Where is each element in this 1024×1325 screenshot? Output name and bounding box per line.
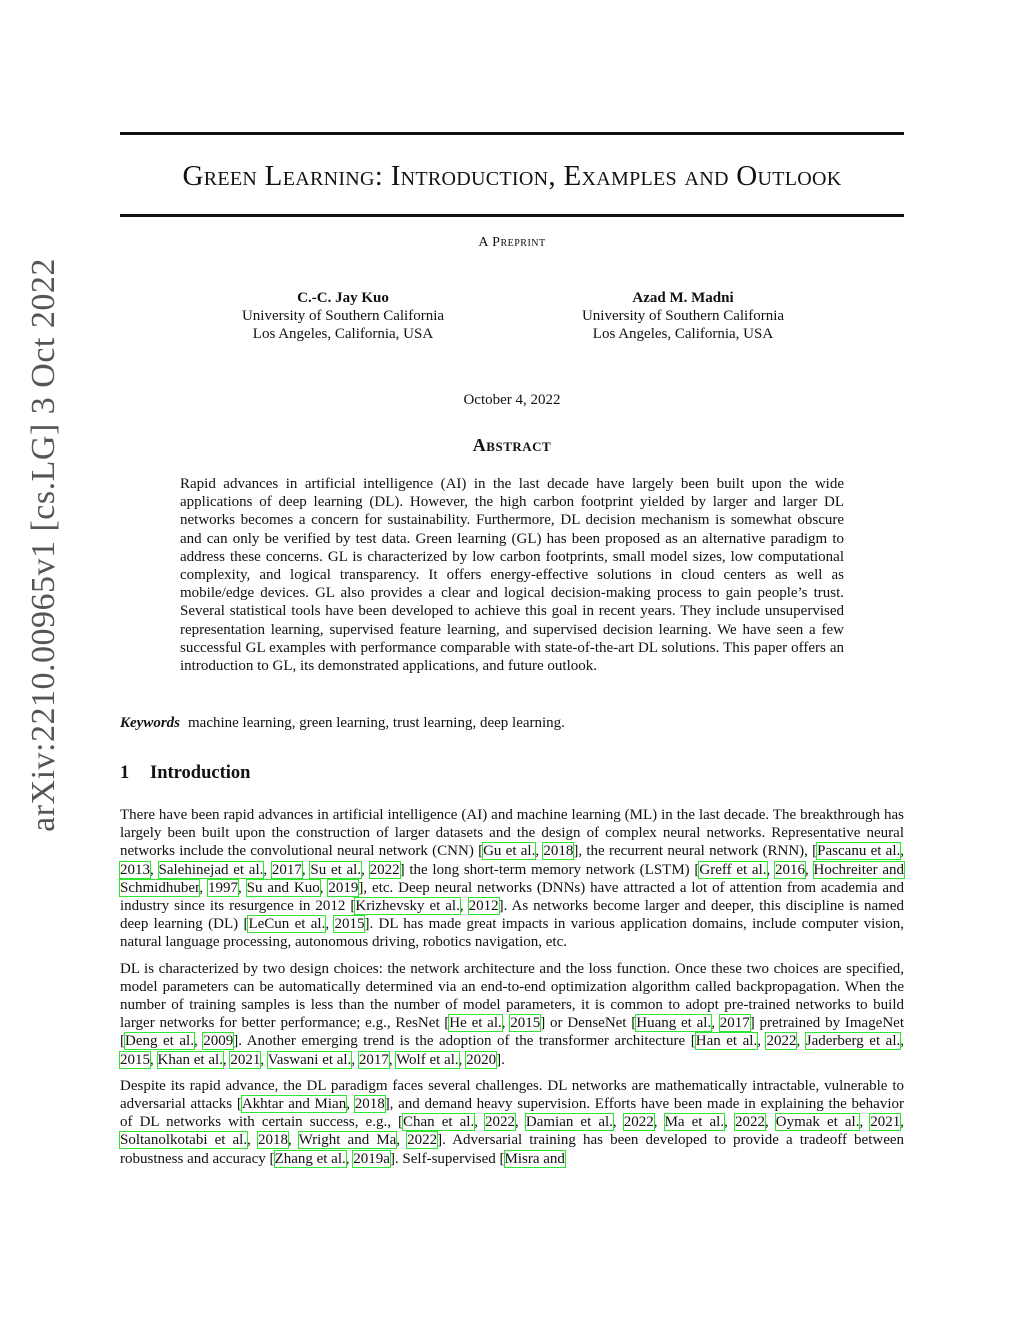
paragraph-text: ], the recurrent neural network (RNN), [ bbox=[573, 843, 818, 860]
citation-link[interactable]: Akhtar and Mian bbox=[241, 1096, 347, 1113]
paragraph-text: , bbox=[301, 861, 311, 878]
paragraph-text: , bbox=[501, 1015, 511, 1032]
paragraph-text: , bbox=[319, 879, 329, 896]
paragraph-text: , bbox=[396, 1132, 408, 1149]
citation-link[interactable]: 2018 bbox=[354, 1096, 385, 1113]
paragraph-text: , bbox=[346, 1096, 355, 1113]
citation-link[interactable]: Salehinejad et al. bbox=[158, 861, 264, 878]
citation-link[interactable]: LeCun et al. bbox=[248, 916, 326, 933]
paragraph-text: , bbox=[361, 861, 370, 878]
paragraph-text: ]. Self-supervised [ bbox=[389, 1150, 505, 1167]
paragraph-text: , bbox=[193, 1033, 204, 1050]
keywords bbox=[120, 715, 904, 732]
paragraph-text: , bbox=[351, 1051, 359, 1068]
section-heading bbox=[120, 763, 250, 784]
arxiv-stamp-text: arXiv:2210.00965v1 [cs.LG] 3 Oct 2022 bbox=[25, 258, 62, 832]
citation-link[interactable]: 2015 bbox=[334, 916, 365, 933]
author-2-name: Azad M. Madni bbox=[632, 290, 734, 306]
paragraph-text: , bbox=[757, 1033, 767, 1050]
citation-link[interactable]: Pascanu et al. bbox=[817, 843, 901, 860]
citation-link[interactable]: Huang et al. bbox=[636, 1015, 712, 1032]
paragraph-text: ], etc. Deep neural networks (DNNs) have attracted a lot of attention from academia and industry since its resurgence in 2012 [ bbox=[120, 879, 905, 915]
citation-link[interactable]: Su and Kuo bbox=[246, 879, 320, 896]
paragraph-text: ]. As networks become larger and deeper, this discipline is named deep learning (DL) [ bbox=[120, 898, 905, 933]
paragraph-text: ], and demand heavy supervision. Efforts have been made in explaining the behavior of DL networks with certain success, e.g., [ bbox=[120, 1096, 905, 1131]
citation-link[interactable]: 2022 bbox=[407, 1132, 438, 1149]
paragraph-text: Despite its rapid advance, the DL paradigm faces several challenges. DL networks are mathematically intractable, vulnerable to adversarial attacks [ bbox=[120, 1077, 904, 1113]
paragraph-text: , bbox=[459, 898, 469, 915]
citation-link[interactable]: 2018 bbox=[257, 1132, 288, 1149]
paragraph-text: , bbox=[766, 861, 775, 878]
paragraph-text: , bbox=[859, 1114, 871, 1131]
paragraph-text: , bbox=[150, 1051, 158, 1068]
citation-link[interactable]: Gu et al. bbox=[483, 843, 536, 860]
paragraph-text: , bbox=[150, 861, 159, 878]
citation-link[interactable]: 2009 bbox=[203, 1033, 234, 1050]
citation-link[interactable]: 2022 bbox=[485, 1114, 516, 1131]
citation-link[interactable]: Hochreiter and Schmidhuber bbox=[120, 861, 905, 896]
citation-link[interactable]: Greff et al. bbox=[699, 861, 767, 878]
citation-link[interactable]: 2019a bbox=[353, 1150, 390, 1167]
paragraph-text: , bbox=[764, 1114, 776, 1131]
citation-link[interactable]: 2017 bbox=[358, 1051, 389, 1068]
citation-link[interactable]: Vaswani et al. bbox=[267, 1051, 352, 1068]
citation-link[interactable]: Misra and bbox=[504, 1150, 565, 1167]
paragraph-text: , bbox=[263, 861, 272, 878]
paragraph-text: , bbox=[388, 1051, 397, 1068]
paragraph-text: , bbox=[612, 1114, 624, 1131]
citation-link[interactable]: Wolf et al. bbox=[396, 1051, 459, 1068]
citation-link[interactable]: 2020 bbox=[466, 1051, 497, 1068]
author-1-affiliation: University of Southern California bbox=[241, 308, 445, 324]
citation-link[interactable]: 2015 bbox=[510, 1015, 541, 1032]
paragraph-text: There have been rapid advances in artificial intelligence (AI) and machine learning (ML) in the last decade. The breakthrough has largely been built upon the construction of larger datasets and the design of complex neural networks. Representative neural networks include the convolutional neural network (CNN) [ bbox=[120, 807, 904, 860]
citation-link[interactable]: 2012 bbox=[468, 898, 499, 915]
paragraph-text: ] or DenseNet [ bbox=[540, 1015, 637, 1032]
paper-title: Green Learning: Introduction, Examples and Outlook bbox=[182, 160, 842, 192]
abstract-text: Rapid advances in artificial intelligence (AI) in the last decade have largely been built upon the wide applications of deep learning (DL). However, the high carbon footprint yielded by larger and larger DL networks becomes a concern for sustainability. Furthermore, DL decision mechanism is somewhat obscure and can only be verified by test data. Green learning (GL) has been proposed as an alternative paradigm to address these concerns. GL is characterized by low carbon footprints, small model sizes, low computational complexity, and logical transparency. It offers energy-effective solutions in cloud centers as well as mobile/edge devices. GL also provides a clear and logical decision-making process to gain people’s trust. Several statistical tools have been developed to achieve this goal in recent years. They include unsupervised representation learning, supervised feature learning, and supervised decision learning. We have seen a few successful GL examples with performance comparable with state-of-the-art DL solutions. This paper offers an introduction to GL, its demonstrated applications, and future outlook. bbox=[180, 476, 844, 675]
paper-date: October 4, 2022 bbox=[463, 392, 561, 408]
citation-link[interactable]: He et al. bbox=[449, 1015, 502, 1032]
paragraph-text: , bbox=[515, 1114, 526, 1131]
paragraph bbox=[120, 806, 904, 952]
citation-link[interactable]: 2013 bbox=[120, 861, 150, 878]
citation-link[interactable]: Khan et al. bbox=[157, 1051, 223, 1068]
paragraph-text: , bbox=[474, 1114, 486, 1131]
paragraph bbox=[120, 960, 904, 1069]
citation-link[interactable]: Krizhevsky et al. bbox=[355, 898, 460, 915]
paragraph-text: , bbox=[900, 1114, 905, 1131]
citation-link[interactable]: 2018 bbox=[543, 843, 574, 860]
citation-link[interactable]: Wright and Ma bbox=[298, 1132, 397, 1149]
paragraph-text: ]. Adversarial training has been developed to provide a tradeoff between robustness and accuracy [ bbox=[120, 1132, 905, 1167]
keywords-label: Keywords bbox=[120, 715, 180, 731]
citation-link[interactable]: 2022 bbox=[734, 1114, 765, 1131]
citation-link[interactable]: Zhang et al. bbox=[274, 1150, 346, 1167]
citation-link[interactable]: Chan et al. bbox=[403, 1114, 475, 1131]
citation-link[interactable]: 1997 bbox=[208, 879, 239, 896]
paragraph-text: ]. DL has made great impacts in various application domains, include computer vision, natural language processing, autonomous driving, robotics navigation, etc. bbox=[120, 916, 905, 951]
author-2-affiliation: University of Southern California bbox=[581, 308, 785, 324]
paragraph-text: , bbox=[222, 1051, 231, 1068]
paragraph-text: DL is characterized by two design choices: the network architecture and the loss function. Once these two choices are specified, model parameters can be automatically determined via an end-to-end optimization algorithm called backpropagation. When the number of training samples is less than the number of model parameters, it is common to adopt pre-trained networks to build larger networks for better performance; e.g., ResNet [ bbox=[120, 960, 904, 1032]
author-2 bbox=[533, 289, 833, 343]
author-1-location: Los Angeles, California, USA bbox=[252, 326, 434, 342]
paragraph-text: , bbox=[711, 1015, 720, 1032]
paragraph-text: , bbox=[900, 843, 904, 860]
citation-link[interactable]: 2022 bbox=[623, 1114, 654, 1131]
citation-link[interactable]: 2016 bbox=[775, 861, 805, 878]
paragraph-text: , bbox=[724, 1114, 735, 1131]
author-2-location: Los Angeles, California, USA bbox=[592, 326, 774, 342]
citation-link[interactable]: 2022 bbox=[766, 1033, 797, 1050]
citation-link[interactable]: 2021 bbox=[230, 1051, 261, 1068]
paragraph-text: ]. bbox=[496, 1051, 505, 1068]
citation-link[interactable]: Han et al. bbox=[695, 1033, 758, 1050]
paragraph-text: , bbox=[199, 879, 209, 896]
paragraph-text: , bbox=[325, 916, 335, 933]
citation-link[interactable]: Su et al. bbox=[310, 861, 362, 878]
paragraph-text: , bbox=[900, 1033, 904, 1050]
paragraph-text: ]. Another emerging trend is the adoption of the transformer architecture [ bbox=[233, 1033, 696, 1050]
author-1 bbox=[193, 289, 493, 343]
paragraph-text: , bbox=[287, 1132, 299, 1149]
citation-link[interactable]: Oymak et al. bbox=[775, 1114, 860, 1131]
abstract-heading: Abstract bbox=[472, 435, 552, 455]
paragraph-text: , bbox=[796, 1033, 806, 1050]
paragraph-text: , bbox=[260, 1051, 268, 1068]
paragraph-text: , bbox=[805, 861, 814, 878]
title-top-rule bbox=[120, 132, 904, 135]
author-1-name: C.-C. Jay Kuo bbox=[297, 290, 389, 306]
citation-link[interactable]: Ma et al. bbox=[664, 1114, 725, 1131]
paragraph-text: , bbox=[247, 1132, 258, 1149]
preprint-label: A Preprint bbox=[478, 235, 546, 250]
citation-link[interactable]: 2022 bbox=[369, 861, 400, 878]
paragraph-text: , bbox=[653, 1114, 665, 1131]
paragraph-text: , bbox=[345, 1150, 354, 1167]
citation-link[interactable]: Soltanolkotabi et al. bbox=[120, 1132, 248, 1149]
intro-body bbox=[120, 806, 904, 1176]
paragraph-text: , bbox=[535, 843, 544, 860]
citation-link[interactable]: 2015 bbox=[120, 1051, 150, 1068]
arxiv-stamp bbox=[24, 160, 64, 930]
paragraph-text: ] the long short-term memory network (LSTM) [ bbox=[399, 861, 700, 878]
citation-link[interactable]: 2017 bbox=[719, 1015, 750, 1032]
paragraph bbox=[120, 1077, 904, 1168]
section-title: Introduction bbox=[150, 763, 251, 783]
citation-link[interactable]: 2019 bbox=[328, 879, 359, 896]
citation-link[interactable]: Damian et al. bbox=[525, 1114, 613, 1131]
citation-link[interactable]: Deng et al. bbox=[125, 1033, 194, 1050]
paragraph-text: ] pretrained by ImageNet [ bbox=[120, 1015, 904, 1050]
citation-link[interactable]: 2021 bbox=[870, 1114, 901, 1131]
paragraph-text: , bbox=[458, 1051, 467, 1068]
paragraph-text: , bbox=[238, 879, 247, 896]
section-number: 1 bbox=[120, 763, 130, 783]
title-bottom-rule bbox=[120, 214, 904, 217]
citation-link[interactable]: Jaderberg et al. bbox=[805, 1033, 901, 1050]
citation-link[interactable]: 2017 bbox=[271, 861, 302, 878]
keywords-text: machine learning, green learning, trust learning, deep learning. bbox=[188, 715, 565, 731]
